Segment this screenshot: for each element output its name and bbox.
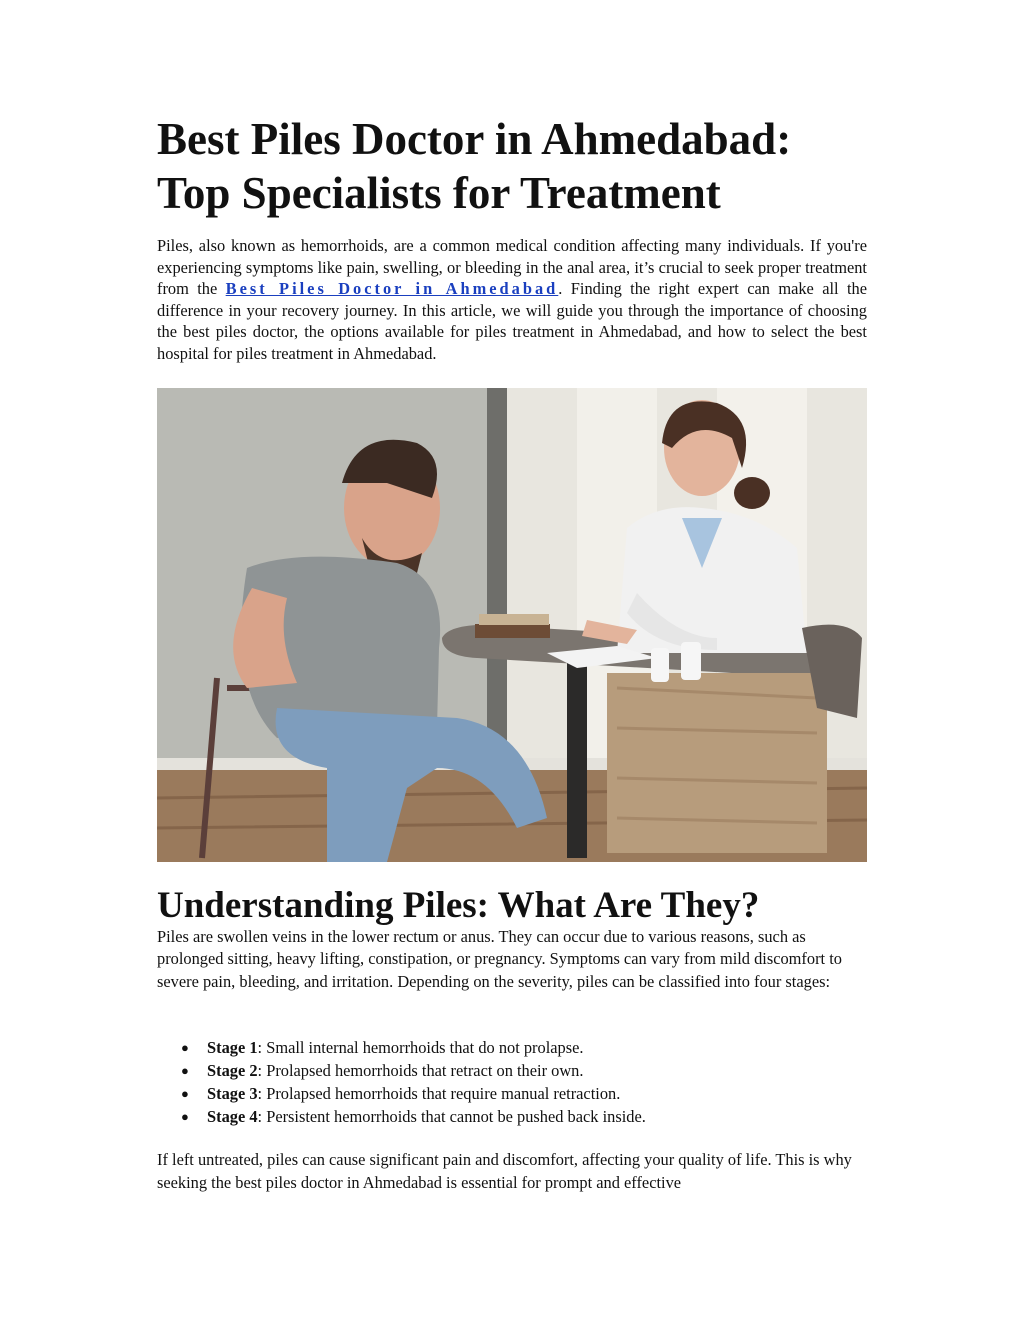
section-paragraph: Piles are swollen veins in the lower rectum or anus. They can occur due to various reasons, such as prolonged sitting, heavy lifting, constipation, or pregnancy. Symptoms can vary from mild discomfort to severe pain, bleeding, and irritation. Depending on the severity, piles can be classified into four stages: [157,927,842,991]
stage-label: Stage 3 [207,1084,258,1103]
section-heading-understanding-piles: Understanding Piles: What Are They? [157,885,760,926]
stage-label: Stage 1 [207,1038,258,1057]
list-item [157,1082,857,1105]
bullet-icon: ● [181,1063,189,1078]
intro-text-before-link: Piles, also known as hemorrhoids, are a common medical condition affecting many individuals. If you're experiencing symptoms like pain, swelling, or bleeding in the anal area, it’s crucial to seek proper treatment from the [157,236,867,299]
intro-text-after-link: . Finding the right expert can make all the difference in your recovery journey. In this article, we will guide you through the importance of choosing the best piles doctor, the options available for piles treatment in Ahmedabad, and how to select the best hospital for piles treatment in Ahmedabad. [157,279,867,363]
doctor-consultation-photo [157,388,867,862]
list-item [157,1105,857,1128]
stage-text: : Persistent hemorrhoids that cannot be pushed back inside. [257,1107,646,1126]
stage-text: : Small internal hemorrhoids that do not prolapse. [257,1038,584,1057]
list-item [157,1059,857,1082]
list-item [157,1036,857,1059]
bullet-icon: ● [181,1040,189,1055]
article-title: Best Piles Doctor in Ahmedabad: Top Specialists for Treatment [157,114,792,218]
stage-text: : Prolapsed hemorrhoids that retract on their own. [257,1061,584,1080]
bullet-icon: ● [181,1086,189,1101]
intro-paragraph [157,235,867,365]
bullet-icon: ● [181,1109,189,1124]
stage-label: Stage 4 [207,1107,258,1126]
closing-paragraph: If left untreated, piles can cause significant pain and discomfort, affecting your quality of life. This is why seeking the best piles doctor in Ahmedabad is essential for prompt and effective [157,1150,852,1192]
stage-label: Stage 2 [207,1061,258,1080]
stages-list [157,1036,857,1128]
best-piles-doctor-link[interactable]: Best Piles Doctor in Ahmedabad [225,279,559,299]
stage-text: : Prolapsed hemorrhoids that require manual retraction. [257,1084,621,1103]
